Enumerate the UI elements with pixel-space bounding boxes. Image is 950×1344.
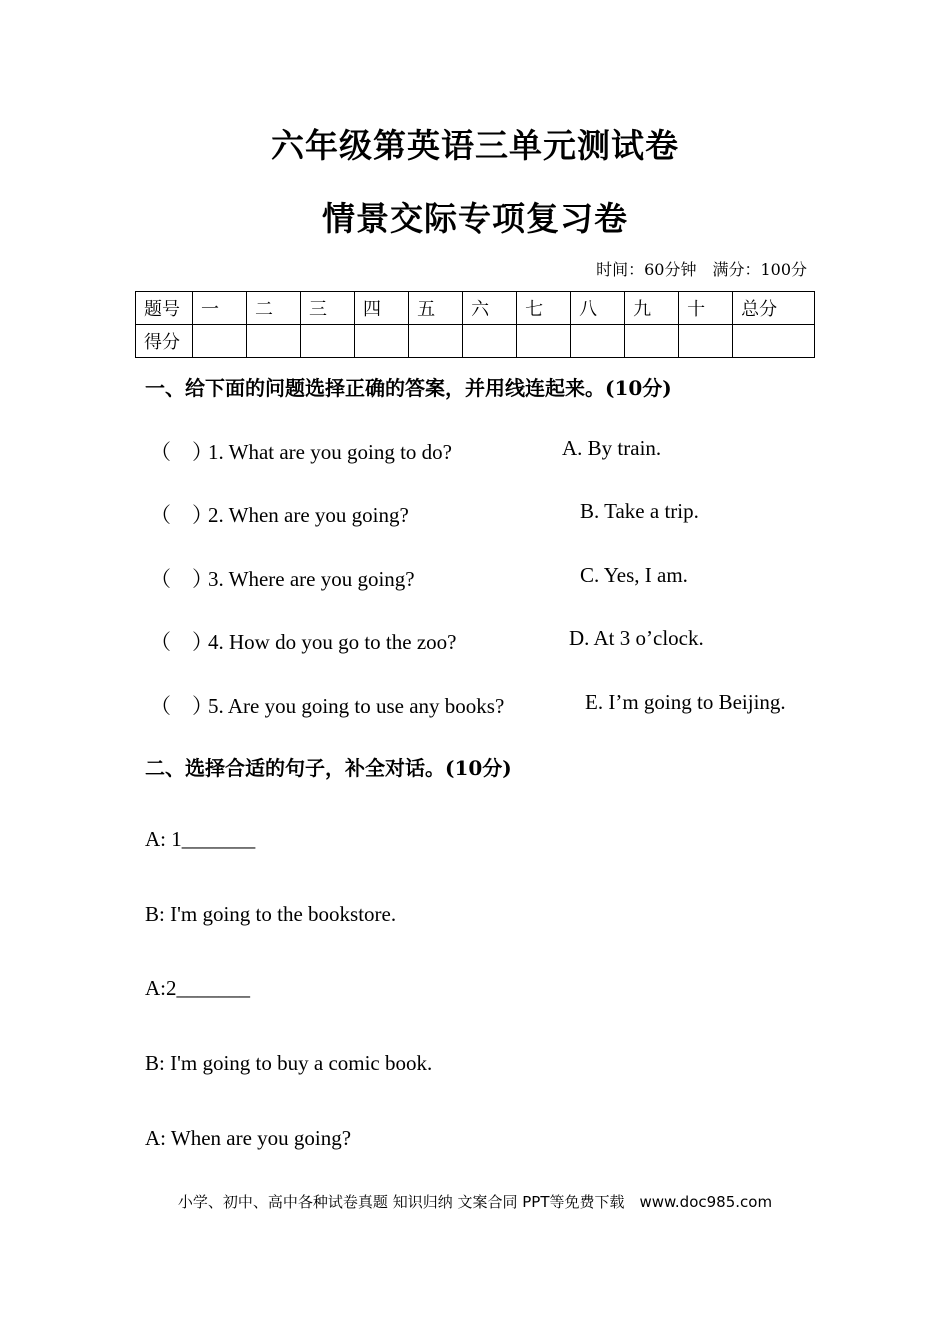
answer-option: A. By train. xyxy=(562,436,662,460)
question-row xyxy=(150,626,456,656)
answer-option: D. At 3 o’clock. xyxy=(569,626,704,650)
footer-watermark: 小学、初中、高中各种试卷真题 知识归纳 文案合同 PPT等免费下载 www.doc985.com xyxy=(177,1193,773,1211)
score-cell: 一 xyxy=(193,292,247,325)
score-blank-cell[interactable] xyxy=(193,325,247,358)
dialogue-line: B: I'm going to buy a comic book. xyxy=(145,1051,433,1075)
answer-option: C. Yes, I am. xyxy=(580,563,688,587)
score-blank-cell[interactable] xyxy=(355,325,409,358)
score-cell: 四 xyxy=(355,292,409,325)
score-blank-cell[interactable] xyxy=(625,325,679,358)
score-cell: 九 xyxy=(625,292,679,325)
dialogue-line: B: I'm going to the bookstore. xyxy=(145,902,397,926)
question-row xyxy=(150,436,452,466)
answer-blank[interactable]: （ ） xyxy=(150,694,213,718)
question-text: 5. Are you going to use any books? xyxy=(208,694,505,718)
score-cell: 三 xyxy=(301,292,355,325)
answer-blank[interactable]: （ ） xyxy=(150,503,213,527)
score-cell: 五 xyxy=(409,292,463,325)
answer-option: B. Take a trip. xyxy=(580,499,699,523)
answer-blank[interactable]: （ ） xyxy=(150,440,213,464)
dialogue-line: A: 1_______ xyxy=(145,827,256,851)
question-row xyxy=(150,563,415,593)
exam-subtitle: 情景交际专项复习卷 xyxy=(322,199,628,238)
score-blank-cell[interactable] xyxy=(301,325,355,358)
score-cell: 题号 xyxy=(136,292,193,325)
score-blank-cell[interactable] xyxy=(733,325,815,358)
time-score-info: 时间：60分钟 满分：100分 xyxy=(596,260,807,279)
answer-blank[interactable]: （ ） xyxy=(150,567,213,591)
score-table-score-row xyxy=(136,325,815,358)
question-row xyxy=(150,690,504,720)
dialogue-line: A: When are you going? xyxy=(145,1126,352,1150)
exam-title: 六年级第英语三单元测试卷 xyxy=(271,126,679,165)
score-cell: 八 xyxy=(571,292,625,325)
score-blank-cell[interactable] xyxy=(679,325,733,358)
score-cell: 总分 xyxy=(733,292,815,325)
score-cell: 二 xyxy=(247,292,301,325)
score-blank-cell[interactable] xyxy=(463,325,517,358)
question-text: 2. When are you going? xyxy=(208,503,409,527)
score-cell: 十 xyxy=(679,292,733,325)
score-cell: 六 xyxy=(463,292,517,325)
score-table xyxy=(135,291,815,358)
score-cell: 七 xyxy=(517,292,571,325)
question-text: 4. How do you go to the zoo? xyxy=(208,630,457,654)
section2-heading: 二、选择合适的句子，补全对话。(10分) xyxy=(145,756,512,780)
section1-heading: 一、给下面的问题选择正确的答案，并用线连起来。(10分) xyxy=(145,376,672,400)
score-blank-cell[interactable] xyxy=(409,325,463,358)
score-blank-cell[interactable] xyxy=(247,325,301,358)
answer-blank[interactable]: （ ） xyxy=(150,630,213,654)
score-row-label: 得分 xyxy=(136,325,193,358)
answer-option: E. I’m going to Beijing. xyxy=(585,690,786,714)
score-table-header-row xyxy=(136,292,815,325)
score-blank-cell[interactable] xyxy=(517,325,571,358)
score-blank-cell[interactable] xyxy=(571,325,625,358)
question-text: 3. Where are you going? xyxy=(208,567,415,591)
question-row xyxy=(150,499,409,529)
dialogue-line: A:2_______ xyxy=(145,976,250,1000)
question-text: 1. What are you going to do? xyxy=(208,440,452,464)
